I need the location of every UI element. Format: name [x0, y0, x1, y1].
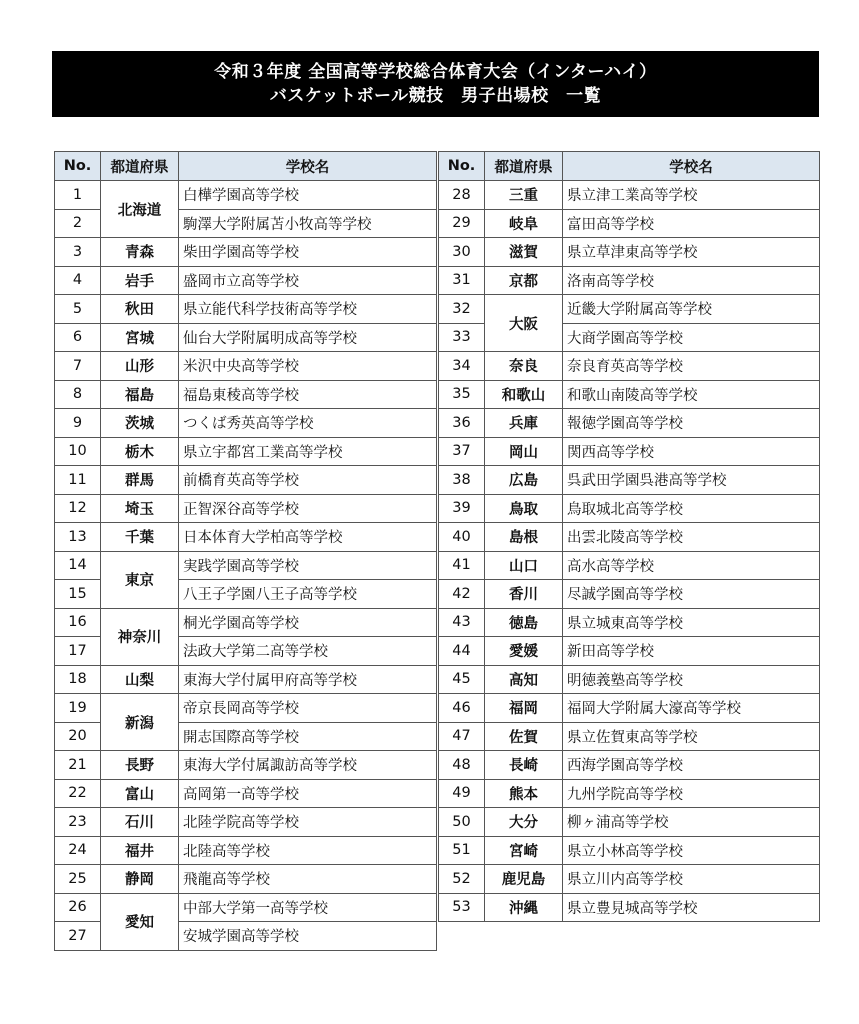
table-header-row: [55, 152, 437, 181]
table-row: [439, 295, 820, 324]
school-name-cell: 明徳義塾高等学校: [563, 665, 820, 694]
prefecture-cell: 宮崎: [485, 836, 563, 865]
school-name-cell: 白樺学園高等学校: [179, 181, 437, 210]
row-number: 37: [439, 437, 485, 466]
row-number: 49: [439, 779, 485, 808]
school-name-cell: 出雲北陵高等学校: [563, 523, 820, 552]
prefecture-cell: 広島: [485, 466, 563, 495]
prefecture-cell: 山梨: [101, 665, 179, 694]
table-row: [55, 323, 437, 352]
row-number: 12: [55, 494, 101, 523]
table-row: [439, 808, 820, 837]
row-number: 19: [55, 694, 101, 723]
row-number: 14: [55, 551, 101, 580]
row-number: 35: [439, 380, 485, 409]
row-number: 25: [55, 865, 101, 894]
school-name-cell: 西海学園高等学校: [563, 751, 820, 780]
table-row: [55, 295, 437, 324]
table-row: [439, 494, 820, 523]
school-name-cell: 駒澤大学附属苫小牧高等学校: [179, 209, 437, 238]
school-name-cell: 八王子学園八王子高等学校: [179, 580, 437, 609]
row-number: 21: [55, 751, 101, 780]
school-name-cell: 飛龍高等学校: [179, 865, 437, 894]
school-name-cell: 柴田学園高等学校: [179, 238, 437, 267]
prefecture-cell: 大阪: [485, 295, 563, 352]
prefecture-cell: 岐阜: [485, 209, 563, 238]
table-row: [55, 494, 437, 523]
school-name-cell: 県立佐賀東高等学校: [563, 722, 820, 751]
table-row: [439, 779, 820, 808]
table-row: [439, 893, 820, 922]
school-name-cell: 盛岡市立高等学校: [179, 266, 437, 295]
table-row: [439, 836, 820, 865]
table-row: [439, 751, 820, 780]
row-number: 10: [55, 437, 101, 466]
table-row: [55, 466, 437, 495]
school-name-cell: 帝京長岡高等学校: [179, 694, 437, 723]
school-name-cell: 前橋育英高等学校: [179, 466, 437, 495]
row-number: 46: [439, 694, 485, 723]
school-name-cell: 東海大学付属諏訪高等学校: [179, 751, 437, 780]
prefecture-cell: 香川: [485, 580, 563, 609]
row-number: 8: [55, 380, 101, 409]
row-number: 17: [55, 637, 101, 666]
school-name-cell: 報徳学園高等学校: [563, 409, 820, 438]
school-name-cell: 富田高等学校: [563, 209, 820, 238]
row-number: 29: [439, 209, 485, 238]
prefecture-cell: 神奈川: [101, 608, 179, 665]
row-number: 51: [439, 836, 485, 865]
table-row: [439, 865, 820, 894]
prefecture-cell: 奈良: [485, 352, 563, 381]
row-number: 9: [55, 409, 101, 438]
table-row: [55, 523, 437, 552]
school-name-cell: 柳ヶ浦高等学校: [563, 808, 820, 837]
school-name-cell: 県立能代科学技術高等学校: [179, 295, 437, 324]
school-name-cell: 奈良育英高等学校: [563, 352, 820, 381]
prefecture-cell: 佐賀: [485, 722, 563, 751]
prefecture-cell: 徳島: [485, 608, 563, 637]
prefecture-cell: 山口: [485, 551, 563, 580]
row-number: 4: [55, 266, 101, 295]
school-name-cell: 開志国際高等学校: [179, 722, 437, 751]
school-name-cell: 法政大学第二高等学校: [179, 637, 437, 666]
prefecture-cell: 富山: [101, 779, 179, 808]
row-number: 33: [439, 323, 485, 352]
title-line-1: 令和３年度 全国高等学校総合体育大会（インターハイ）: [214, 62, 657, 82]
prefecture-cell: 島根: [485, 523, 563, 552]
school-name-cell: 県立津工業高等学校: [563, 181, 820, 210]
row-number: 38: [439, 466, 485, 495]
prefecture-cell: 愛知: [101, 893, 179, 950]
prefecture-cell: 長野: [101, 751, 179, 780]
school-name-cell: 呉武田学園呉港高等学校: [563, 466, 820, 495]
prefecture-cell: 埼玉: [101, 494, 179, 523]
row-number: 5: [55, 295, 101, 324]
row-number: 30: [439, 238, 485, 267]
prefecture-cell: 福島: [101, 380, 179, 409]
table-row: [55, 352, 437, 381]
school-name-cell: 和歌山南陵高等学校: [563, 380, 820, 409]
school-name-cell: 洛南高等学校: [563, 266, 820, 295]
prefecture-cell: 宮城: [101, 323, 179, 352]
row-number: 26: [55, 893, 101, 922]
school-name-cell: 高岡第一高等学校: [179, 779, 437, 808]
school-name-cell: 福岡大学附属大濠高等学校: [563, 694, 820, 723]
row-number: 50: [439, 808, 485, 837]
prefecture-cell: 福井: [101, 836, 179, 865]
title-banner: [52, 51, 819, 117]
column-header-prefecture: 都道府県: [485, 152, 563, 181]
title-line-2: バスケットボール競技 男子出場校 一覧: [269, 86, 602, 106]
table-row: [439, 266, 820, 295]
prefecture-cell: 静岡: [101, 865, 179, 894]
prefecture-cell: 沖縄: [485, 893, 563, 922]
school-name-cell: 関西高等学校: [563, 437, 820, 466]
prefecture-cell: 長崎: [485, 751, 563, 780]
row-number: 28: [439, 181, 485, 210]
row-number: 31: [439, 266, 485, 295]
table-row: [439, 580, 820, 609]
prefecture-cell: 京都: [485, 266, 563, 295]
prefecture-cell: 大分: [485, 808, 563, 837]
school-name-cell: 新田高等学校: [563, 637, 820, 666]
table-row: [439, 637, 820, 666]
school-name-cell: 桐光学園高等学校: [179, 608, 437, 637]
table-row: [55, 608, 437, 637]
table-row: [55, 893, 437, 922]
prefecture-cell: 岡山: [485, 437, 563, 466]
prefecture-cell: 岩手: [101, 266, 179, 295]
school-name-cell: 仙台大学附属明成高等学校: [179, 323, 437, 352]
table-row: [439, 181, 820, 210]
prefecture-cell: 東京: [101, 551, 179, 608]
row-number: 13: [55, 523, 101, 552]
school-name-cell: 北陸高等学校: [179, 836, 437, 865]
prefecture-cell: 和歌山: [485, 380, 563, 409]
table-row: [55, 181, 437, 210]
row-number: 22: [55, 779, 101, 808]
prefecture-cell: 滋賀: [485, 238, 563, 267]
table-row: [55, 865, 437, 894]
row-number: 7: [55, 352, 101, 381]
row-number: 47: [439, 722, 485, 751]
row-number: 24: [55, 836, 101, 865]
column-header-school: 学校名: [179, 152, 437, 181]
school-name-cell: 東海大学付属甲府高等学校: [179, 665, 437, 694]
table-row: [55, 409, 437, 438]
row-number: 36: [439, 409, 485, 438]
school-name-cell: 安城学園高等学校: [179, 922, 437, 951]
table-row: [439, 380, 820, 409]
table-row: [55, 751, 437, 780]
row-number: 42: [439, 580, 485, 609]
prefecture-cell: 茨城: [101, 409, 179, 438]
row-number: 45: [439, 665, 485, 694]
row-number: 40: [439, 523, 485, 552]
prefecture-cell: 群馬: [101, 466, 179, 495]
school-table-left: [54, 151, 437, 951]
school-name-cell: 県立草津東高等学校: [563, 238, 820, 267]
school-name-cell: 県立宇都宮工業高等学校: [179, 437, 437, 466]
row-number: 3: [55, 238, 101, 267]
school-name-cell: 実践学園高等学校: [179, 551, 437, 580]
row-number: 11: [55, 466, 101, 495]
table-row: [439, 665, 820, 694]
school-name-cell: 北陸学院高等学校: [179, 808, 437, 837]
row-number: 15: [55, 580, 101, 609]
table-row: [55, 380, 437, 409]
table-row: [55, 694, 437, 723]
column-header-prefecture: 都道府県: [101, 152, 179, 181]
table-row: [55, 266, 437, 295]
table-row: [439, 238, 820, 267]
column-header-no: No.: [55, 152, 101, 181]
prefecture-cell: 秋田: [101, 295, 179, 324]
school-name-cell: 尽誠学園高等学校: [563, 580, 820, 609]
prefecture-cell: 青森: [101, 238, 179, 267]
prefecture-cell: 石川: [101, 808, 179, 837]
table-row: [55, 551, 437, 580]
school-name-cell: 大商学園高等学校: [563, 323, 820, 352]
prefecture-cell: 鳥取: [485, 494, 563, 523]
table-row: [439, 437, 820, 466]
prefecture-cell: 三重: [485, 181, 563, 210]
prefecture-cell: 千葉: [101, 523, 179, 552]
prefecture-cell: 山形: [101, 352, 179, 381]
school-name-cell: 高水高等学校: [563, 551, 820, 580]
school-name-cell: 県立城東高等学校: [563, 608, 820, 637]
row-number: 23: [55, 808, 101, 837]
table-row: [439, 523, 820, 552]
prefecture-cell: 新潟: [101, 694, 179, 751]
row-number: 1: [55, 181, 101, 210]
row-number: 41: [439, 551, 485, 580]
row-number: 20: [55, 722, 101, 751]
school-name-cell: 中部大学第一高等学校: [179, 893, 437, 922]
row-number: 39: [439, 494, 485, 523]
table-row: [439, 466, 820, 495]
school-name-cell: 鳥取城北高等学校: [563, 494, 820, 523]
table-row: [55, 836, 437, 865]
row-number: 53: [439, 893, 485, 922]
table-row: [55, 779, 437, 808]
row-number: 34: [439, 352, 485, 381]
school-name-cell: 正智深谷高等学校: [179, 494, 437, 523]
row-number: 44: [439, 637, 485, 666]
prefecture-cell: 鹿児島: [485, 865, 563, 894]
row-number: 27: [55, 922, 101, 951]
school-table-right: [438, 151, 820, 922]
school-name-cell: 米沢中央高等学校: [179, 352, 437, 381]
row-number: 16: [55, 608, 101, 637]
school-name-cell: 九州学院高等学校: [563, 779, 820, 808]
prefecture-cell: 熊本: [485, 779, 563, 808]
column-header-no: No.: [439, 152, 485, 181]
table-row: [439, 352, 820, 381]
prefecture-cell: 福岡: [485, 694, 563, 723]
table-row: [55, 437, 437, 466]
table-row: [439, 694, 820, 723]
prefecture-cell: 栃木: [101, 437, 179, 466]
row-number: 6: [55, 323, 101, 352]
table-header-row: [439, 152, 820, 181]
table-row: [439, 209, 820, 238]
table-row: [55, 238, 437, 267]
table-row: [439, 608, 820, 637]
school-name-cell: つくば秀英高等学校: [179, 409, 437, 438]
row-number: 32: [439, 295, 485, 324]
row-number: 43: [439, 608, 485, 637]
row-number: 2: [55, 209, 101, 238]
table-row: [55, 808, 437, 837]
table-row: [55, 665, 437, 694]
school-name-cell: 県立豊見城高等学校: [563, 893, 820, 922]
table-row: [439, 722, 820, 751]
prefecture-cell: 愛媛: [485, 637, 563, 666]
column-header-school: 学校名: [563, 152, 820, 181]
table-row: [439, 551, 820, 580]
prefecture-cell: 高知: [485, 665, 563, 694]
school-name-cell: 近畿大学附属高等学校: [563, 295, 820, 324]
table-row: [439, 409, 820, 438]
prefecture-cell: 兵庫: [485, 409, 563, 438]
row-number: 18: [55, 665, 101, 694]
row-number: 48: [439, 751, 485, 780]
school-name-cell: 県立小林高等学校: [563, 836, 820, 865]
row-number: 52: [439, 865, 485, 894]
school-name-cell: 県立川内高等学校: [563, 865, 820, 894]
prefecture-cell: 北海道: [101, 181, 179, 238]
school-name-cell: 福島東稜高等学校: [179, 380, 437, 409]
school-name-cell: 日本体育大学柏高等学校: [179, 523, 437, 552]
